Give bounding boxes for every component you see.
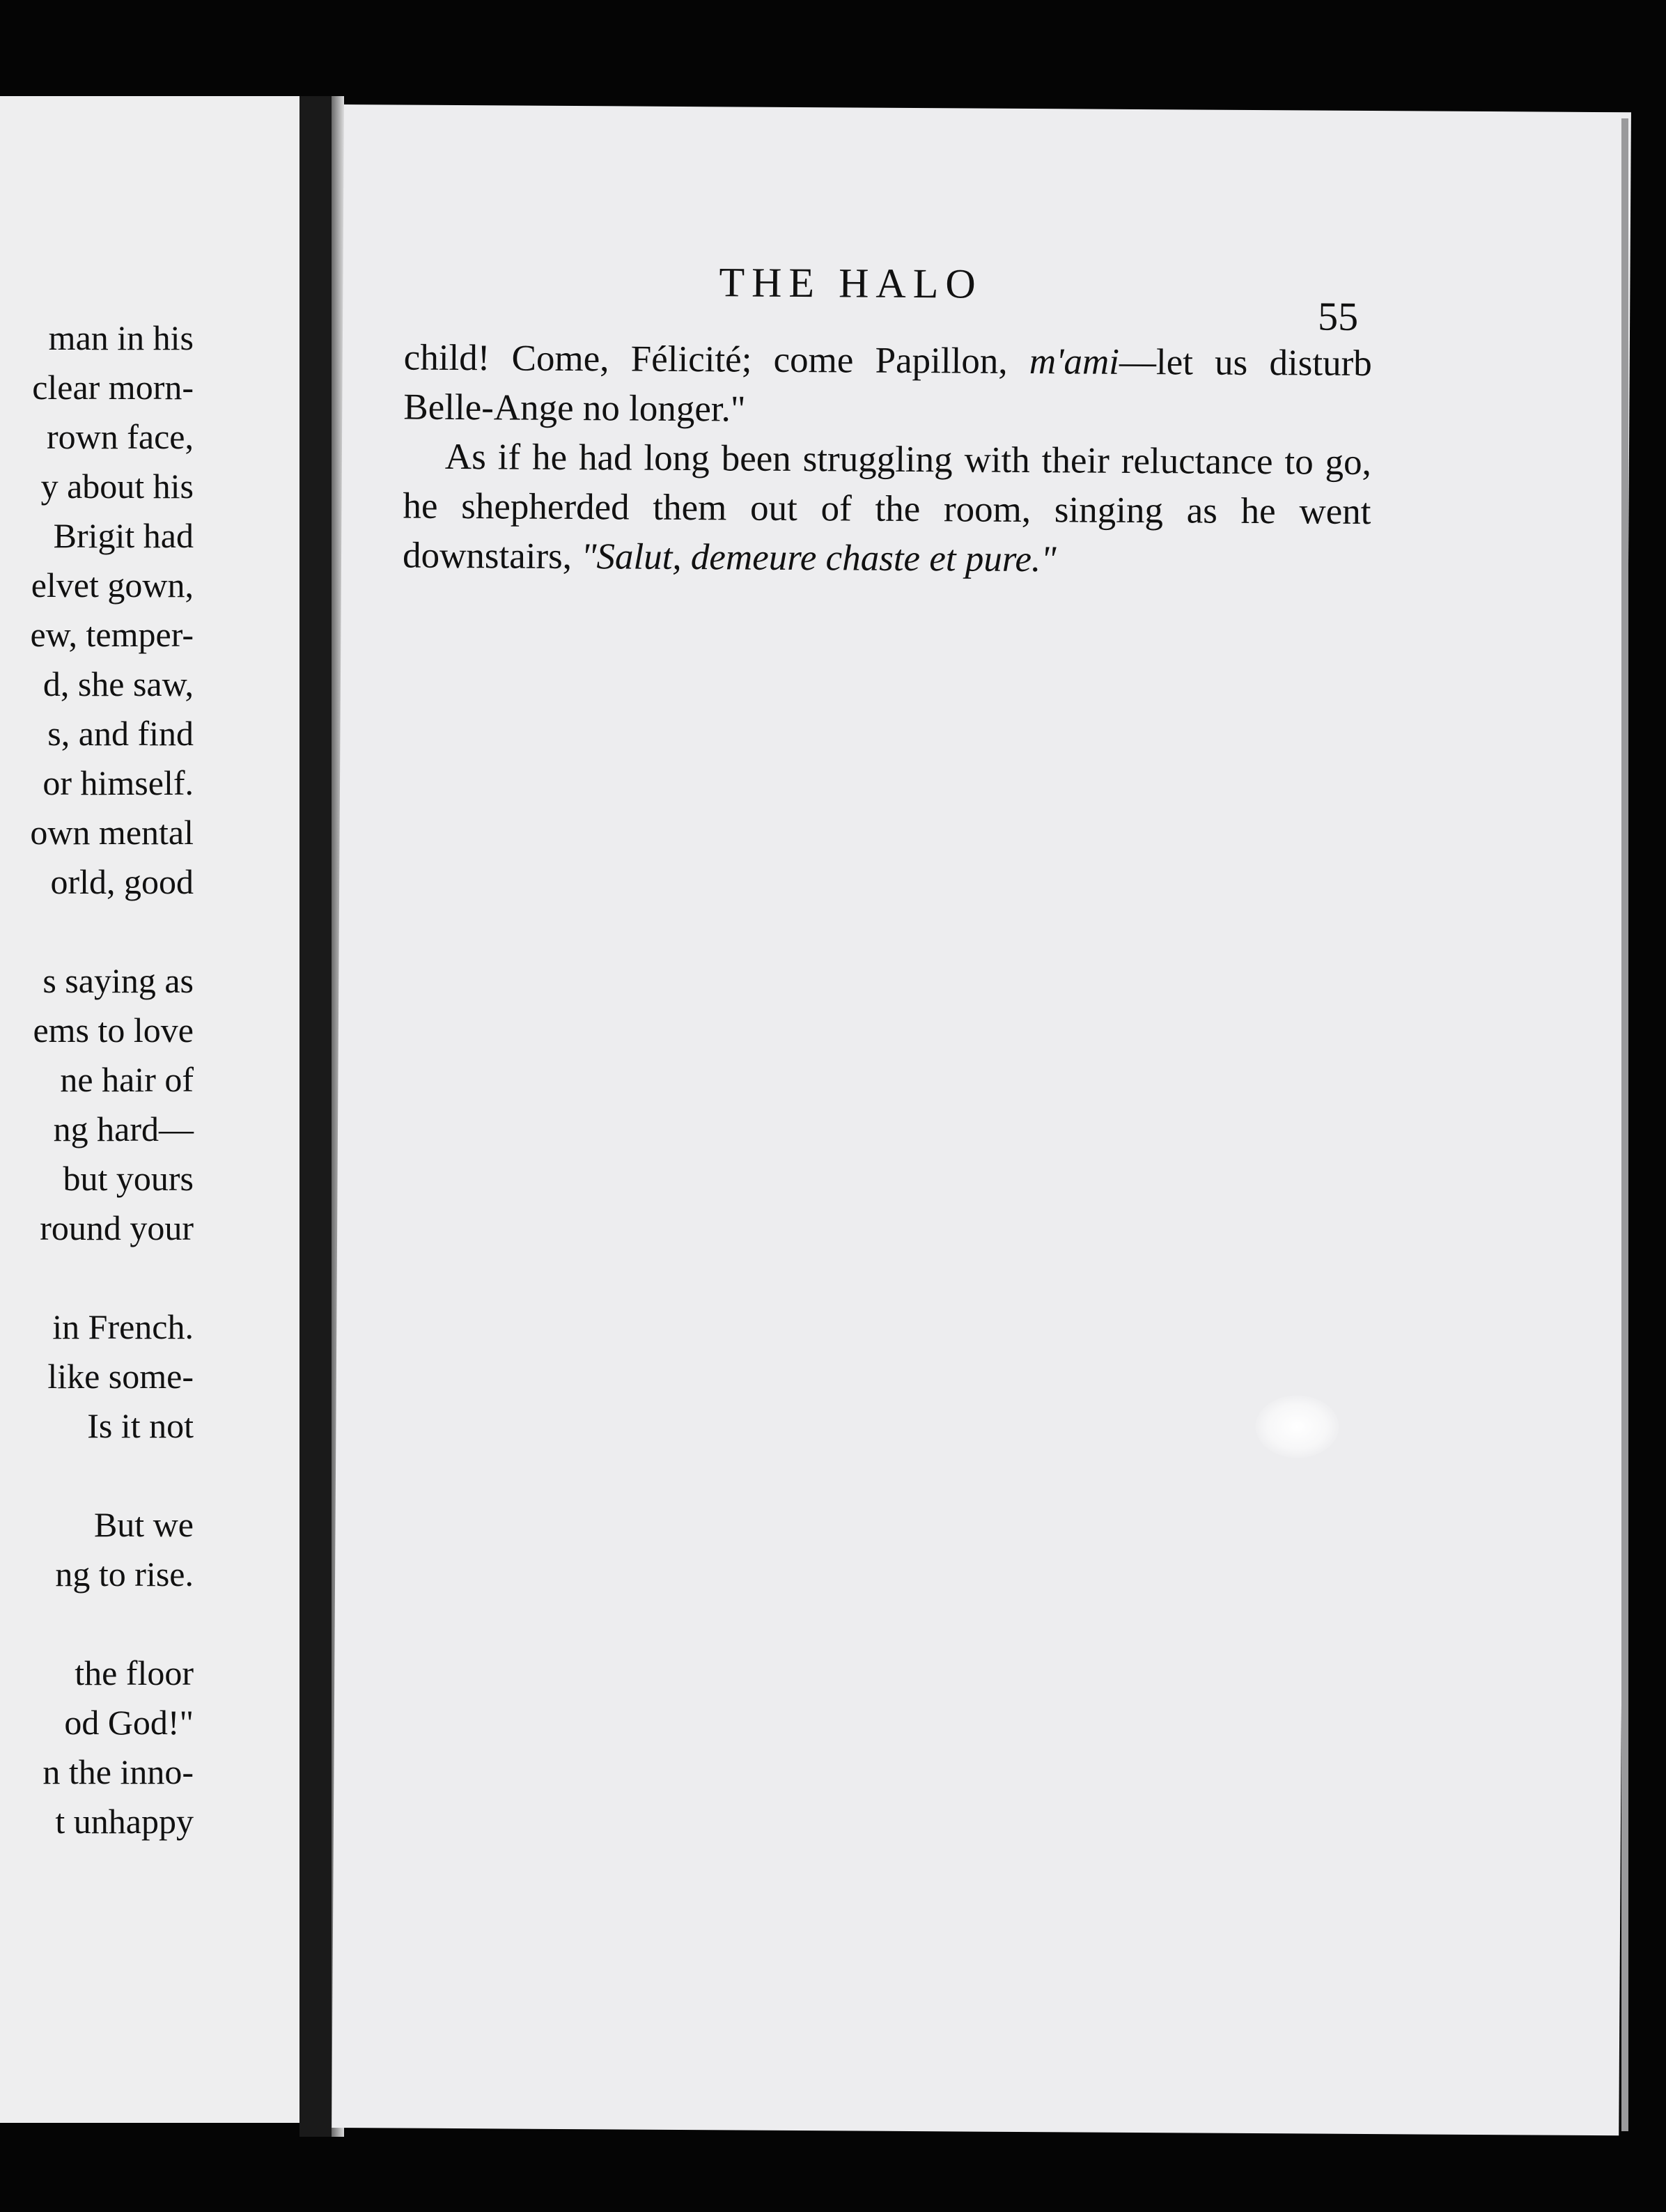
left-page-line [0,1253,194,1302]
paragraph-1 [403,334,1372,438]
left-page-line: clear morn- [32,368,194,407]
right-page [332,104,1631,2135]
paper-blemish [1255,1395,1339,1458]
left-page-line: y about his [40,467,194,506]
running-head: THE HALO [719,259,983,307]
left-page-line: s, and find [47,714,194,753]
left-page-line: But we [93,1505,194,1544]
left-page-line: like some- [47,1357,194,1396]
left-page-line: s saying as [42,961,194,1000]
paragraph-1-italic: m'ami [1029,341,1120,382]
left-page-line: man in his [48,318,194,357]
left-page-line [0,1599,194,1649]
left-page-line: d, she saw, [42,664,194,703]
left-page-line: n the inno- [42,1752,194,1791]
left-page-line: Brigit had [53,516,194,555]
paragraph-1-text: child! Come, Félicité; come Papillon, [403,337,1030,382]
book-gutter [299,96,332,2137]
left-page-line: elvet gown, [31,566,194,605]
left-page-line: but yours [63,1159,194,1198]
left-page-line: the floor [75,1653,194,1692]
paragraph-2-italic-quote: "Salut, demeure chaste et pure." [581,536,1057,580]
left-page-line: Is it not [87,1406,194,1445]
left-page-line: in French. [52,1307,194,1346]
left-page-line: rown face, [47,417,194,456]
paragraph-2 [403,433,1371,586]
body-text [403,334,1372,586]
left-page-line: ng hard— [53,1109,194,1148]
left-page-line: ng to rise. [55,1555,194,1594]
left-page-line: ems to love [33,1011,194,1050]
page-edge [1621,118,1628,2131]
paragraph-2-text: As if he had long been struggling with their reluctance to go, he shepherded them out of the room, singing as he went downstairs, [402,436,1372,577]
left-page-line: orld, good [50,862,194,901]
left-page-line [0,1451,194,1500]
left-page-line: own mental [30,813,194,852]
left-page [0,96,306,2123]
paragraph-1-text-end: —let us disturb Belle-Ange no longer." [403,341,1372,430]
left-page-line: round your [40,1208,194,1247]
left-page-line: od God!" [64,1703,194,1742]
left-page-line: ne hair of [60,1060,194,1099]
left-page-line [0,907,194,956]
page-number: 55 [1317,293,1359,339]
left-page-line: or himself. [42,763,194,802]
left-page-text [0,313,194,1846]
left-page-line: t unhappy [55,1802,194,1841]
left-page-line: ew, temper- [30,615,194,654]
